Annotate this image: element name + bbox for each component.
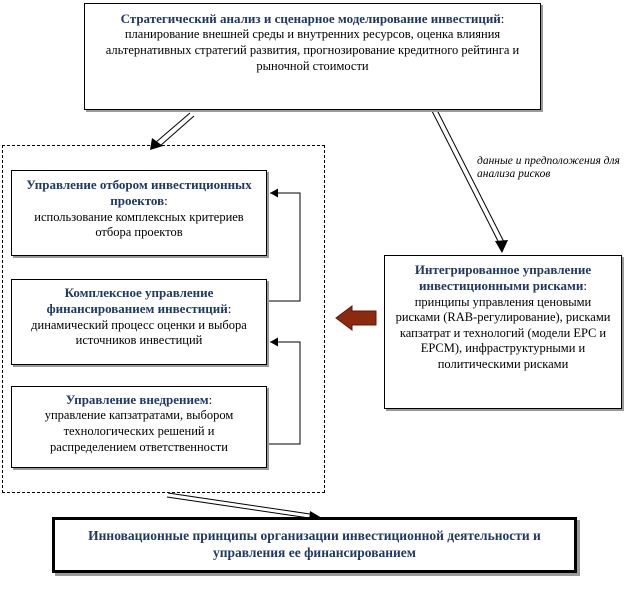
project-selection-box	[11, 170, 267, 256]
financing-management-body: динамический процесс оценки и выбора источников инвестиций	[31, 317, 247, 348]
strategic-analysis-box	[84, 3, 541, 110]
risk-data-note: данные и предположения для анализа рисков	[477, 155, 620, 181]
implementation-management-title: Управление внедрением	[65, 392, 209, 407]
implementation-management-title-colon: :	[208, 392, 213, 407]
financing-management-box	[11, 279, 267, 365]
strategic-analysis-title-colon: :	[500, 11, 505, 26]
risk-management-title-colon: :	[583, 278, 588, 294]
project-selection-title: Управление отбором инвестиционных проектов	[26, 177, 252, 209]
risk-management-title: Интегрированное управление инвестиционными рисками	[414, 262, 592, 294]
project-selection-title-colon: :	[164, 193, 168, 209]
implementation-management-box	[11, 386, 267, 468]
implementation-management-body: управление капзатратами, выбором технологических решений и распределением ответственности	[44, 408, 234, 454]
financing-management-title: Комплексное управление финансированием инвестиций	[46, 285, 228, 317]
strategic-analysis-title: Стратегический анализ и сценарное моделирование инвестиций	[120, 11, 501, 26]
double-arrow-strategic-to-risks	[432, 110, 508, 253]
financing-management-title-colon: :	[227, 301, 232, 317]
risk-management-box	[384, 255, 622, 409]
strategic-analysis-body: планирование внешней среды и внутренних ресурсов, оценка влияния альтернативных стратегий развития, прогнозирование кредитного рейтинга и рыночной стоимости	[105, 27, 520, 73]
risk-management-body: принципы управления ценовыми рисками (RAB-регулирование), рисками капзатрат и технологий (модели EPC и EPCM), инфраструктурными и политическими рисками	[395, 294, 611, 371]
project-selection-body: использование комплексных критериев отбора проектов	[34, 209, 244, 240]
innovative-principles-text: Инновационные принципы организации инвестиционной деятельности и управления ее финансированием	[88, 528, 541, 560]
innovative-principles-box	[52, 517, 577, 573]
block-arrow-risks-to-group	[336, 306, 376, 330]
